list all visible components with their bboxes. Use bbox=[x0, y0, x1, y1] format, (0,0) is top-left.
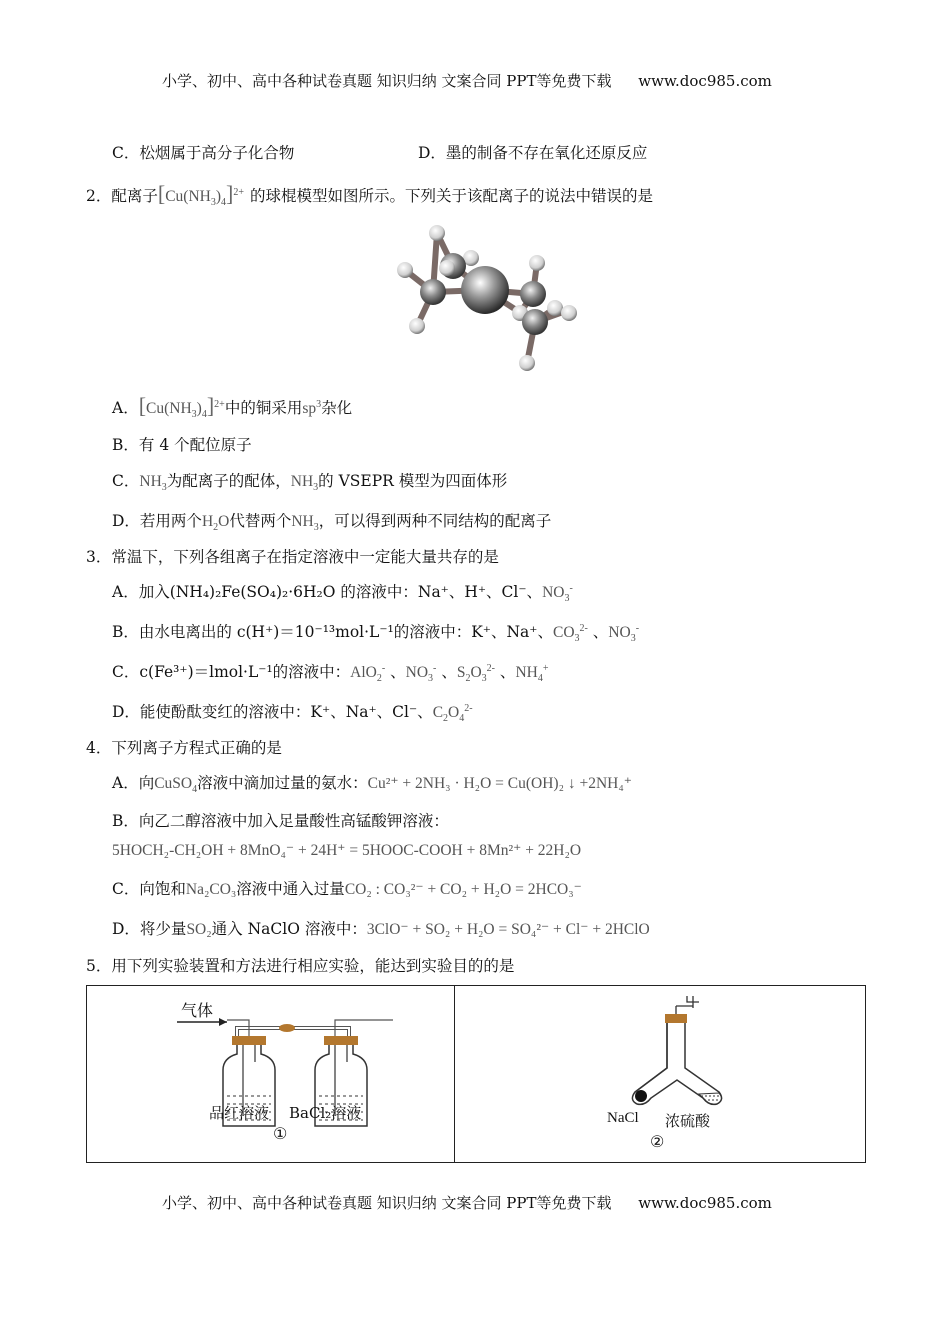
q2-ion-sub: 3 bbox=[210, 197, 216, 209]
q4-stem: 4．下列离子方程式正确的是 bbox=[86, 739, 282, 757]
q4-option-a: A．向CuSO$_4$溶液中滴加过量的氨水：Cu²⁺ + 2NH₃ · H₂O = Cu(OH)₂ ↓ +2NH₄⁺ bbox=[112, 774, 632, 796]
q2-option-c: C．$NH_3$为配离子的配体，$NH_3$的 VSEPR 模型为四面体形 bbox=[112, 472, 508, 494]
q4-option-b: B．向乙二醇溶液中加入足量酸性高锰酸钾溶液： bbox=[112, 812, 449, 830]
fig1-left-label: 品红溶液 bbox=[209, 1104, 270, 1122]
q4-option-c: C．向饱和Na₂CO₃溶液中通入过量CO₂ : CO₃²⁻ + CO₂ + H₂O = 2HCO₃⁻ bbox=[112, 880, 582, 898]
fig2-right-label: 浓硫酸 bbox=[665, 1112, 711, 1130]
fig1-number: ① bbox=[273, 1124, 288, 1143]
hydrogen-atom bbox=[529, 255, 545, 271]
y-tube-figure bbox=[607, 992, 747, 1122]
q4-equation-d: 3ClO⁻ + SO₂ + H₂O = SO₄²⁻ + Cl⁻ + 2HClO bbox=[366, 921, 650, 938]
page-header bbox=[162, 70, 772, 91]
nitrogen-atom bbox=[522, 309, 548, 335]
hydrogen-atom bbox=[561, 305, 577, 321]
q1-option-d: D．墨的制备不存在氧化还原反应 bbox=[418, 144, 648, 162]
q3-option-d: D．能使酚酞变红的溶液中：K⁺、Na⁺、Cl⁻、$C_2O_4^{2-}$ bbox=[112, 702, 473, 725]
q4-equation-c: CO₂ : CO₃²⁻ + CO₂ + H₂O = 2HCO₃⁻ bbox=[344, 881, 582, 898]
header-text: 小学、初中、高中各种试卷真题 知识归纳 文案合同 PPT等免费下载 bbox=[162, 72, 612, 90]
q3-option-c: C．c(Fe³⁺)＝lmol·L⁻¹的溶液中：AlO$_2$- 、$NO_3^-$ 、$S_2O_3^{2-}$ 、$NH_4^+$ bbox=[112, 662, 549, 685]
q5-stem: 5．用下列实验装置和方法进行相应实验，能达到实验目的的是 bbox=[86, 957, 515, 975]
footer-text: 小学、初中、高中各种试卷真题 知识归纳 文案合同 PPT等免费下载 bbox=[162, 1194, 612, 1212]
q2-option-d: D．若用两个$H_2O$代替两个$NH_3$，可以得到两种不同结构的配离子 bbox=[112, 512, 552, 534]
q2-stem: 2．配离子$[Cu(NH_3)_4]^{2+}$ 的球棍模型如图所示。下列关于该配离子的说法中错误的是 bbox=[86, 181, 654, 209]
q3-option-a: A．加入(NH₄)₂Fe(SO₄)₂·6H₂O 的溶液中：Na⁺、H⁺、Cl⁻、$NO_3^-$ bbox=[112, 582, 573, 605]
q1-option-c: C．松烟属于高分子化合物 bbox=[112, 144, 295, 162]
hydrogen-atom bbox=[547, 300, 563, 316]
q2-option-b: B．有 4 个配位原子 bbox=[112, 436, 252, 454]
q5-apparatus-table bbox=[86, 985, 866, 1163]
fig2-number: ② bbox=[650, 1132, 665, 1151]
fig1-gas-label: 气体 bbox=[181, 1001, 214, 1020]
fig2-left-label: NaCl bbox=[607, 1110, 639, 1126]
q2-number: 2． bbox=[86, 187, 112, 205]
copper-atom bbox=[461, 266, 509, 314]
q3-option-b: B．由水电离出的 c(H⁺)＝10⁻¹³mol·L⁻¹的溶液中：K⁺、Na⁺、$CO_3^{2-}$ 、$NO_3^-$ bbox=[112, 622, 640, 645]
q2-stem-post: 的球棍模型如图所示。下列关于该配离子的说法中错误的是 bbox=[250, 187, 654, 205]
q2-ion-sub2: 4 bbox=[221, 197, 227, 209]
header-site: www.doc985.com bbox=[638, 72, 772, 90]
q2-stem-pre: 配离子 bbox=[111, 187, 158, 205]
footer-site: www.doc985.com bbox=[638, 1194, 772, 1212]
hydrogen-atom bbox=[429, 225, 445, 241]
hydrogen-atom bbox=[409, 318, 425, 334]
nitrogen-atom bbox=[520, 281, 546, 307]
nacl-solid bbox=[635, 1090, 647, 1102]
q2-option-a: A．$[Cu(NH_3)_4]^{2+}$中的铜采用$sp^3$杂化 bbox=[112, 393, 353, 421]
fig1-right-label: BaCl₂溶液 bbox=[289, 1104, 362, 1122]
hydrogen-atom bbox=[439, 260, 455, 276]
q2-ion: Cu(NH bbox=[165, 188, 211, 205]
q4-equation-b: 5HOCH₂-CH₂OH + 8MnO₄⁻ + 24H⁺ = 5HOOC-COOH + 8Mn²⁺ + 22H₂O bbox=[112, 842, 582, 859]
hydrogen-atom bbox=[519, 355, 535, 371]
q4-equation-a: Cu²⁺ + 2NH₃ · H₂O = Cu(OH)₂ ↓ +2NH₄⁺ bbox=[367, 775, 632, 792]
q4-option-d: D．将少量SO₂通入 NaClO 溶液中：3ClO⁻ + SO₂ + H₂O = SO₄²⁻ + Cl⁻ + 2HClO bbox=[112, 920, 650, 938]
page-footer bbox=[162, 1192, 772, 1213]
q2-ion-close: ) bbox=[215, 188, 222, 205]
ball-stick-model-figure bbox=[385, 218, 585, 378]
nitrogen-atom bbox=[420, 279, 446, 305]
q3-stem: 3．常温下，下列各组离子在指定溶液中一定能大量共存的是 bbox=[86, 548, 499, 566]
hydrogen-atom bbox=[397, 262, 413, 278]
q2-ion-charge: 2+ bbox=[233, 186, 244, 198]
